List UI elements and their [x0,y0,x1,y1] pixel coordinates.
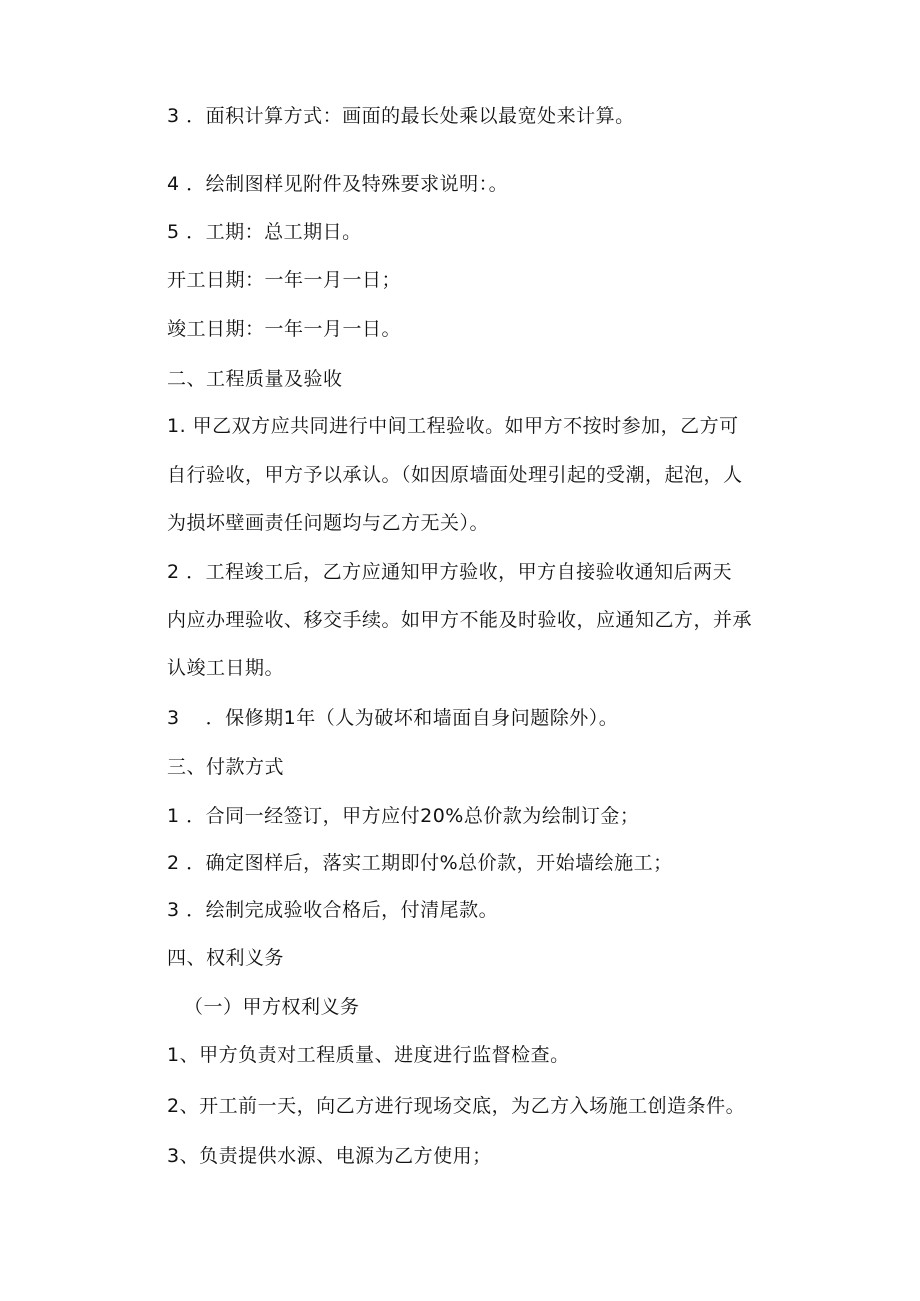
clause-area-calculation: 3 ．面积计算方式：画面的最长处乘以最宽处来计算。 [167,105,635,127]
clause-warranty: 3 ．保修期1年（人为破坏和墙面自身问题除外）。 [167,707,619,729]
clause-final-payment: 3 ．绘制完成验收合格后，付清尾款。 [167,899,499,921]
subsection-heading-party-a: （一）甲方权利义务 [184,996,360,1018]
clause-deposit: 1 ．合同一经签订，甲方应付20%总价款为绘制订金； [167,805,640,827]
clause-final-acceptance-line-3: 认竣工日期。 [167,657,285,679]
clause-site-handover: 2、开工前一天，向乙方进行现场交底，为乙方入场施工创造条件。 [167,1095,746,1117]
clause-drawing-samples: 4 ．绘制图样见附件及特殊要求说明：。 [167,173,509,195]
clause-interim-inspection-line-1: 1. 甲乙双方应共同进行中间工程验收。如甲方不按时参加，乙方可 [167,415,739,437]
clause-supervision: 1、甲方负责对工程质量、进度进行监督检查。 [167,1044,570,1066]
clause-interim-inspection-line-3: 为损坏壁画责任问题均与乙方无关）。 [167,512,490,534]
start-date-line: 开工日期：一年一月一日； [167,269,402,291]
section-heading-payment: 三、付款方式 [167,756,285,778]
clause-final-acceptance-line-1: 2 ．工程竣工后，乙方应通知甲方验收，甲方自接验收通知后两天 [167,561,733,583]
clause-interim-inspection-line-2: 自行验收，甲方予以承认。（如因原墙面处理引起的受潮，起泡，人 [167,464,743,486]
section-heading-quality: 二、工程质量及验收 [167,368,343,390]
clause-progress-payment: 2 ．确定图样后，落实工期即付%总价款，开始墙绘施工； [167,852,673,874]
clause-schedule: 5 ．工期：总工期日。 [167,221,362,243]
clause-utilities: 3、负责提供水源、电源为乙方使用； [167,1145,492,1167]
clause-final-acceptance-line-2: 内应办理验收、移交手续。如甲方不能及时验收，应通知乙方，并承 [167,609,753,631]
completion-date-line: 竣工日期：一年一月一日。 [167,318,402,340]
section-heading-rights: 四、权利义务 [167,947,285,969]
